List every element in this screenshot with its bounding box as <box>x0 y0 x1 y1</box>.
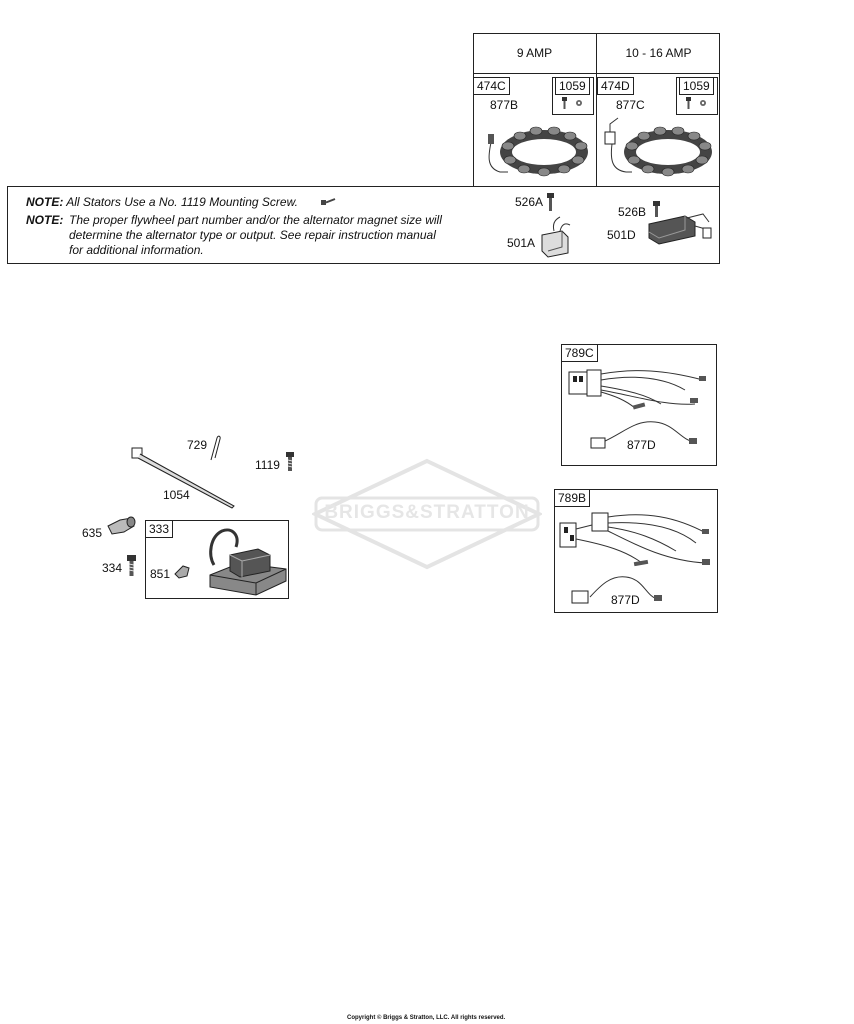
stator-474c-tag: 474C <box>473 77 510 95</box>
ignition-coil-333-tag: 333 <box>145 520 173 538</box>
tie-clip-729-label: 729 <box>187 438 208 452</box>
screw-526a-icon <box>545 192 557 214</box>
screw-526a-label: 526A <box>515 195 544 209</box>
regulator-501a-label: 501A <box>507 236 536 250</box>
watermark-text: BRIGGS&STRATTON <box>324 502 530 523</box>
note-1 <box>26 195 298 209</box>
cable-tie-1054-icon <box>128 444 240 510</box>
screw-1059-tag-a: 1059 <box>555 77 590 95</box>
note-2-label: NOTE: <box>26 213 64 227</box>
boot-635-label: 635 <box>82 526 103 540</box>
lead-877c-label: 877C <box>616 98 645 112</box>
screw-526b-label: 526B <box>618 205 647 219</box>
mounting-screw-icon <box>320 196 336 208</box>
note-2-label-row <box>26 213 63 227</box>
boot-635-icon <box>104 514 138 538</box>
regulator-501d-label: 501D <box>607 228 636 242</box>
harness-789c-sub-label: 877D <box>627 438 656 452</box>
clip-851-label: 851 <box>150 567 171 581</box>
note-2-line-2: determine the alternator type or output. See repair instruction manual <box>69 228 436 242</box>
copyright-footer: Copyright © Briggs & Stratton, LLC. All rights reserved. <box>347 1015 506 1021</box>
clip-851-icon <box>173 562 191 580</box>
harness-789b-tag: 789B <box>554 489 590 507</box>
col1-header: 9 AMP <box>516 46 553 60</box>
cable-tie-1054-label: 1054 <box>163 488 190 502</box>
note-1-label: NOTE: <box>26 195 64 209</box>
harness-789b-icon <box>556 505 714 610</box>
harness-789c-icon <box>565 360 715 460</box>
screw-1119-icon <box>284 451 296 473</box>
lead-877b-label: 877B <box>490 98 519 112</box>
bolt-334-icon <box>126 554 138 578</box>
regulator-501d-icon <box>647 208 717 248</box>
stator-474c-icon <box>478 110 594 186</box>
bolt-334-label: 334 <box>102 561 123 575</box>
stator-474d-tag: 474D <box>597 77 634 95</box>
note-1-text: All Stators Use a No. 1119 Mounting Screw. <box>66 195 298 209</box>
harness-789b-sub-label: 877D <box>611 593 640 607</box>
regulator-501a-icon <box>536 213 578 259</box>
note-2-line-3: for additional information. <box>69 243 204 257</box>
screw-1059-tag-b: 1059 <box>679 77 714 95</box>
col2-header: 10 - 16 AMP <box>625 46 692 60</box>
stator-table-header-line <box>473 73 720 74</box>
ignition-coil-333-icon <box>200 525 290 597</box>
stator-474d-icon <box>602 110 718 186</box>
harness-789c-tag: 789C <box>561 344 598 362</box>
note-2-line-1: The proper flywheel part number and/or the alternator magnet size will <box>69 213 442 227</box>
screw-1119-label: 1119 <box>255 458 280 472</box>
